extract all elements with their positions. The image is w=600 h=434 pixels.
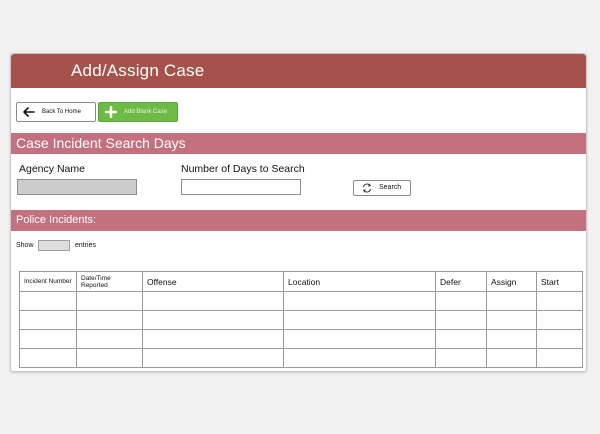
table-cell — [436, 311, 487, 330]
table-cell — [537, 330, 583, 349]
table-cell — [20, 311, 77, 330]
table-cell — [436, 292, 487, 311]
table-cell — [284, 292, 436, 311]
back-to-home-button[interactable] — [16, 102, 96, 122]
plus-icon — [105, 106, 117, 118]
table-cell — [487, 330, 537, 349]
table-cell — [20, 292, 77, 311]
table-cell — [143, 311, 284, 330]
table-cell — [487, 311, 537, 330]
table-cell — [436, 330, 487, 349]
table-cell — [77, 311, 143, 330]
table-cell — [284, 311, 436, 330]
add-assign-case-panel — [10, 53, 587, 372]
table-cell — [20, 349, 77, 368]
police-incidents-title: Police Incidents: — [16, 214, 97, 226]
table-header-row — [20, 272, 583, 292]
table-cell — [143, 292, 284, 311]
column-header-date-time-reported[interactable]: Date/Time Reported — [77, 272, 143, 292]
entries-label: entries — [75, 242, 97, 249]
table-row[interactable] — [20, 311, 583, 330]
refresh-icon — [361, 182, 373, 194]
days-to-search-label: Number of Days to Search — [181, 163, 305, 175]
table-cell — [487, 292, 537, 311]
days-to-search-input[interactable] — [181, 179, 301, 195]
table-cell — [284, 330, 436, 349]
police-incidents-table — [19, 271, 583, 368]
agency-name-field[interactable] — [17, 179, 137, 195]
table-cell — [537, 349, 583, 368]
table-cell — [284, 349, 436, 368]
arrow-left-icon — [22, 105, 36, 119]
table-cell — [20, 330, 77, 349]
table-row[interactable] — [20, 330, 583, 349]
column-header-offense[interactable]: Offense — [143, 272, 284, 292]
table-cell — [537, 292, 583, 311]
table-row[interactable] — [20, 349, 583, 368]
case-search-section-title: Case Incident Search Days — [16, 135, 186, 151]
entries-count-select[interactable] — [38, 240, 70, 251]
add-blank-case-button[interactable] — [98, 102, 178, 122]
back-to-home-label: Back To Home — [42, 109, 81, 115]
column-header-incident-number[interactable]: Incident Number — [20, 272, 77, 292]
table-cell — [537, 311, 583, 330]
search-button[interactable] — [353, 180, 411, 196]
agency-name-label: Agency Name — [19, 163, 85, 175]
police-incidents-section-header — [11, 210, 586, 231]
table-cell — [143, 349, 284, 368]
page-title: Add/Assign Case — [71, 61, 205, 80]
table-cell — [77, 330, 143, 349]
table-cell — [77, 349, 143, 368]
table-cell — [487, 349, 537, 368]
show-label: Show — [16, 242, 34, 249]
table-cell — [77, 292, 143, 311]
case-search-section-header — [11, 133, 586, 154]
table-cell — [436, 349, 487, 368]
column-header-location[interactable]: Location — [284, 272, 436, 292]
table-row[interactable] — [20, 292, 583, 311]
column-header-defer[interactable]: Defer — [436, 272, 487, 292]
search-label: Search — [379, 184, 402, 191]
column-header-start[interactable]: Start — [537, 272, 583, 292]
add-blank-case-label: Add Blank Case — [124, 109, 168, 115]
page-header — [11, 54, 586, 88]
column-header-assign[interactable]: Assign — [487, 272, 537, 292]
table-cell — [143, 330, 284, 349]
